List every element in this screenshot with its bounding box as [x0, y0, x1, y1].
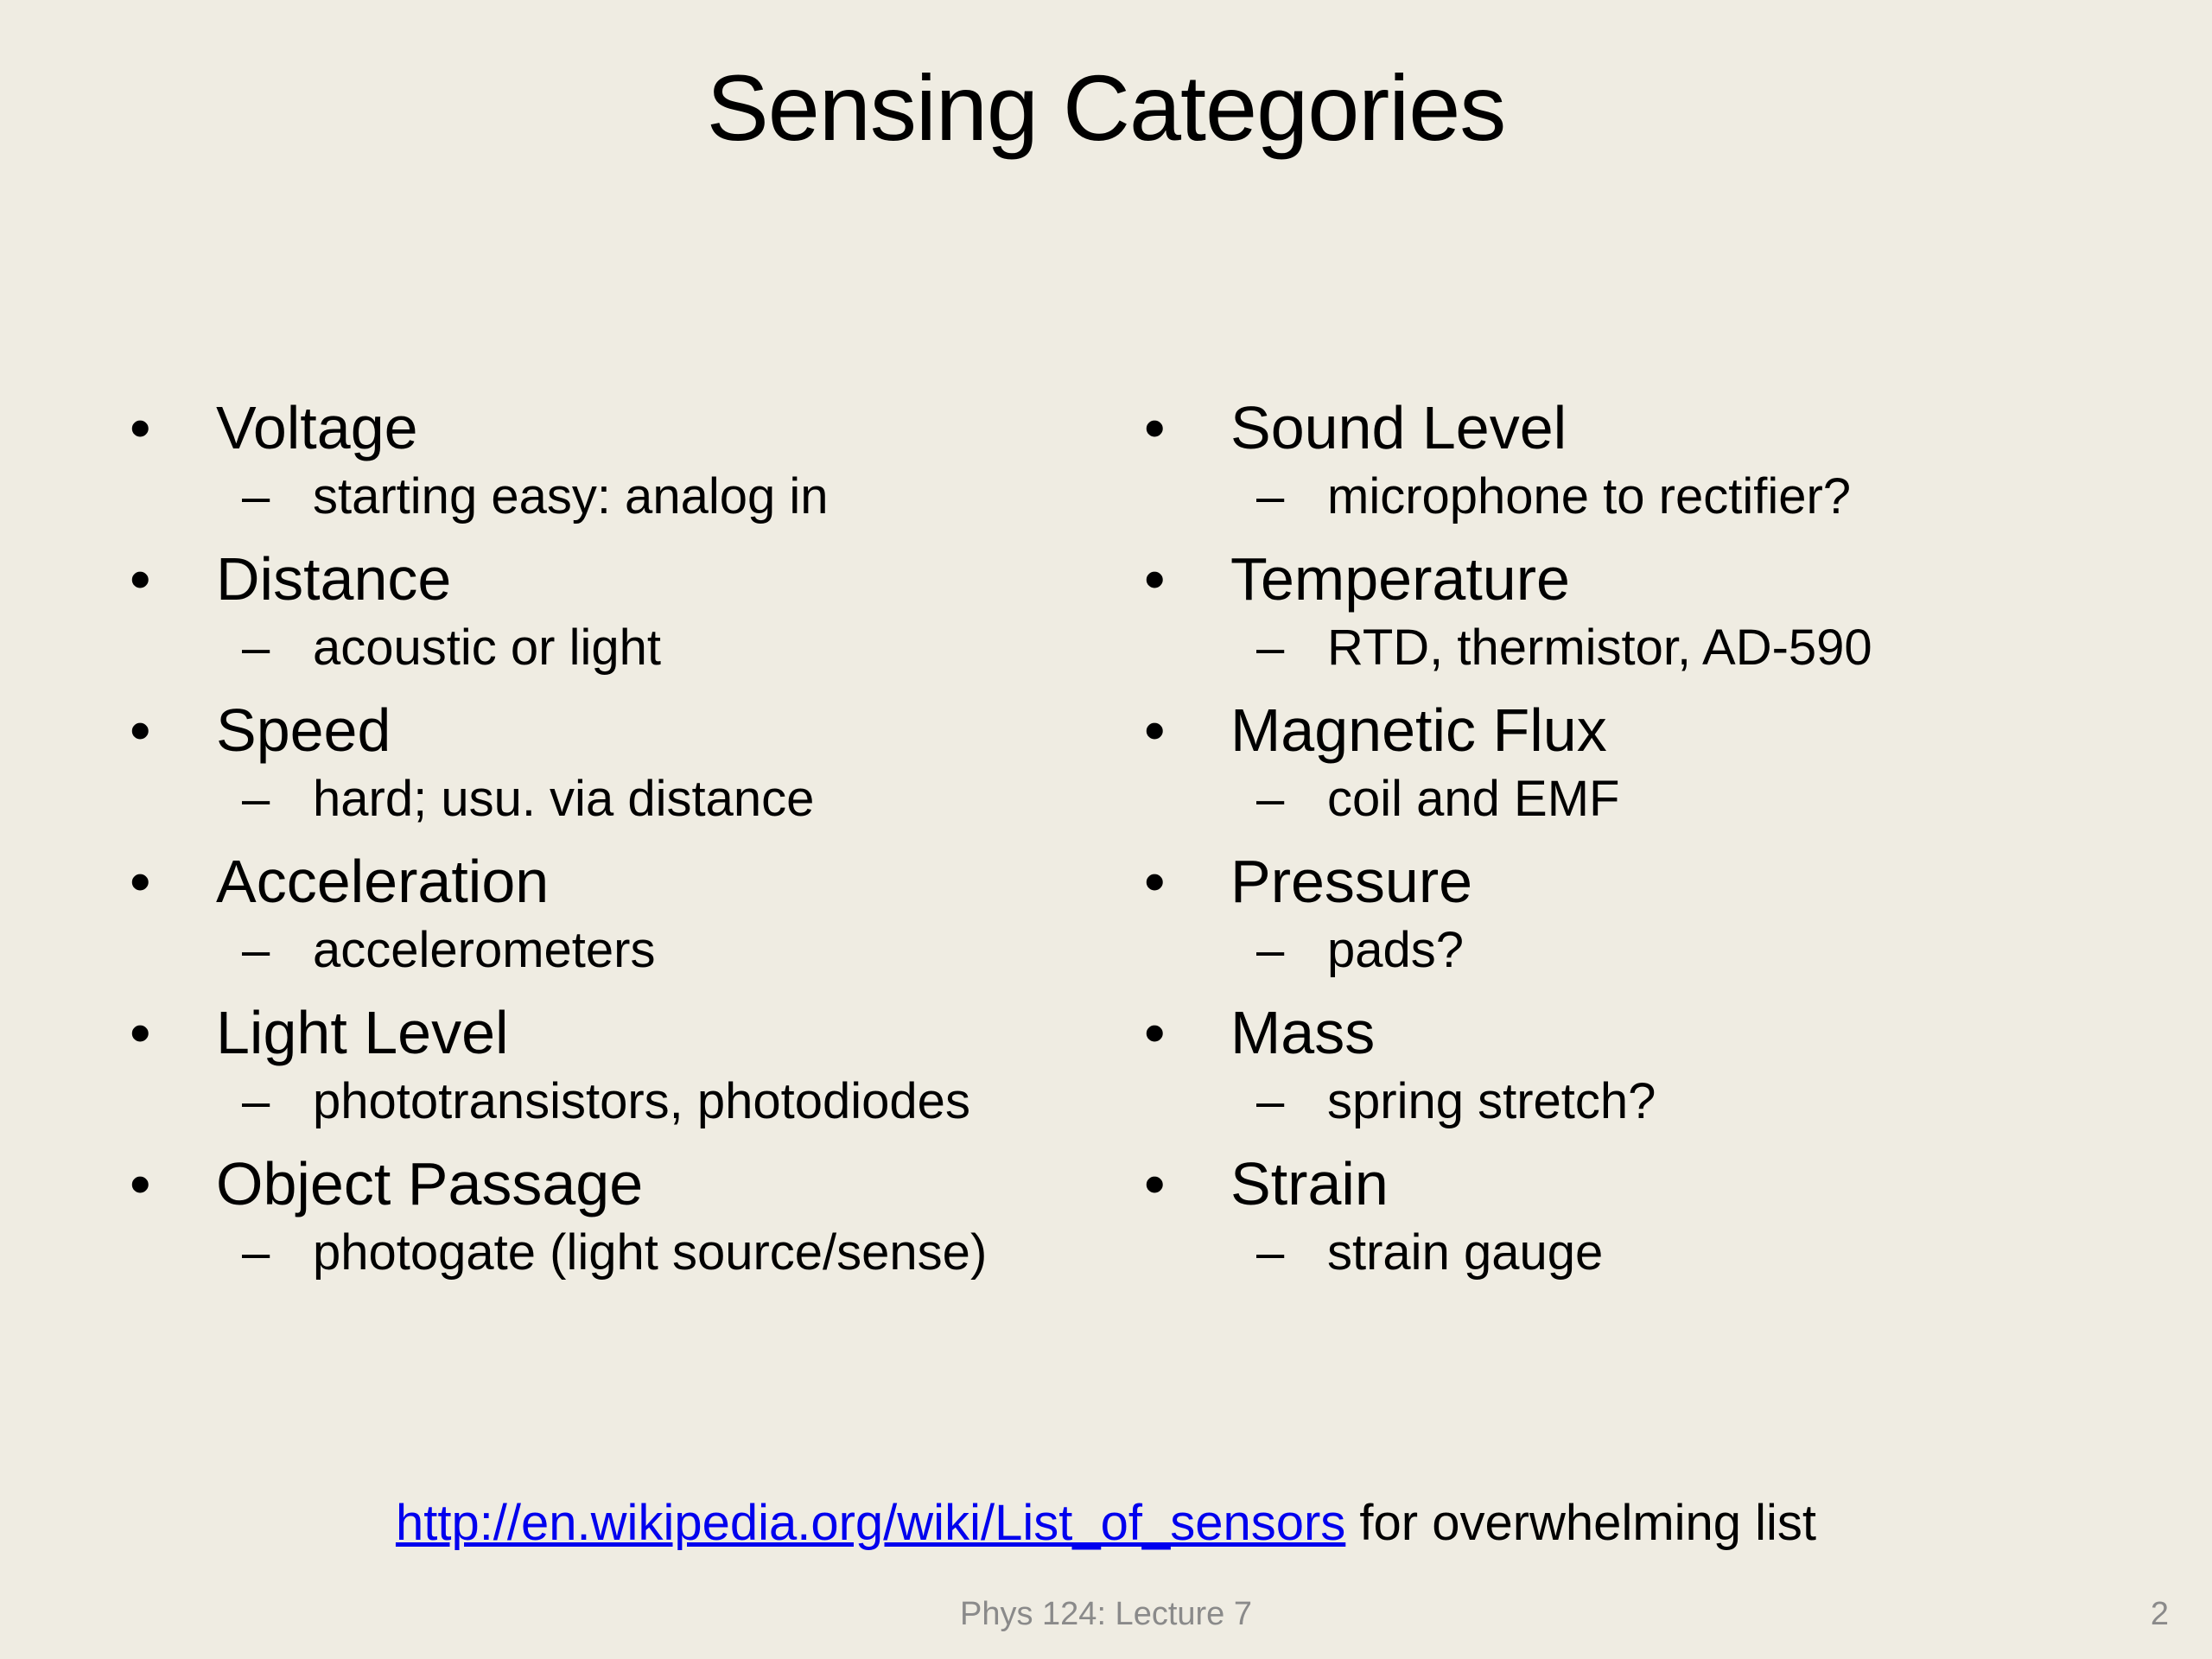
bullet: • [1144, 1150, 1166, 1217]
item-label: Temperature [1230, 545, 1570, 613]
item-label: Mass [1230, 999, 1376, 1066]
sub-item-label: starting easy: analog in [313, 468, 829, 524]
bullet: • [130, 848, 151, 915]
item-label: Sound Level [1230, 394, 1567, 461]
bullet: • [1144, 999, 1166, 1066]
dash: – [242, 922, 270, 978]
item-label: Object Passage [216, 1150, 644, 1217]
dash: – [242, 620, 270, 676]
dash: – [242, 1224, 270, 1281]
bullet: • [130, 545, 151, 613]
sub-item-label: RTD, thermistor, AD-590 [1327, 620, 1872, 676]
sub-item-label: phototransistors, photodiodes [313, 1073, 970, 1129]
dash: – [242, 771, 270, 827]
sub-item-label: hard; usu. via distance [313, 771, 815, 827]
bullet: • [130, 999, 151, 1066]
sub-item-label: acoustic or light [313, 620, 661, 676]
dash: – [1256, 620, 1285, 676]
slide-title: Sensing Categories [706, 55, 1506, 160]
dash: – [1256, 1073, 1285, 1129]
wikipedia-sensors-link[interactable]: http://en.wikipedia.org/wiki/List_of_sensors [395, 1495, 1346, 1551]
bullet: • [1144, 848, 1166, 915]
dash: – [242, 468, 270, 524]
dash: – [1256, 1224, 1285, 1281]
page-number: 2 [2150, 1596, 2169, 1632]
item-label: Speed [216, 696, 391, 764]
sub-item-label: strain gauge [1327, 1224, 1604, 1281]
item-label: Voltage [216, 394, 418, 461]
bullet: • [1144, 696, 1166, 764]
item-label: Strain [1230, 1150, 1389, 1217]
item-label: Light Level [216, 999, 509, 1066]
sub-item-label: microphone to rectifier? [1327, 468, 1852, 524]
dash: – [1256, 771, 1285, 827]
bullet: • [130, 696, 151, 764]
item-label: Magnetic Flux [1230, 696, 1607, 764]
bullet: • [1144, 545, 1166, 613]
reference-suffix: for overwhelming list [1345, 1495, 1817, 1551]
dash: – [1256, 468, 1285, 524]
bullet: • [130, 1150, 151, 1217]
sub-item-label: photogate (light source/sense) [313, 1224, 988, 1281]
slide-footer: Phys 124: Lecture 7 [960, 1596, 1252, 1632]
sub-item-label: accelerometers [313, 922, 656, 978]
sub-item-label: pads? [1327, 922, 1465, 978]
item-label: Acceleration [216, 848, 550, 915]
sub-item-label: coil and EMF [1327, 771, 1620, 827]
sub-item-label: spring stretch? [1327, 1073, 1656, 1129]
item-label: Distance [216, 545, 452, 613]
bullet: • [1144, 394, 1166, 461]
reference-line [0, 1491, 2212, 1555]
dash: – [242, 1073, 270, 1129]
dash: – [1256, 922, 1285, 978]
bullet: • [130, 394, 151, 461]
item-label: Pressure [1230, 848, 1473, 915]
